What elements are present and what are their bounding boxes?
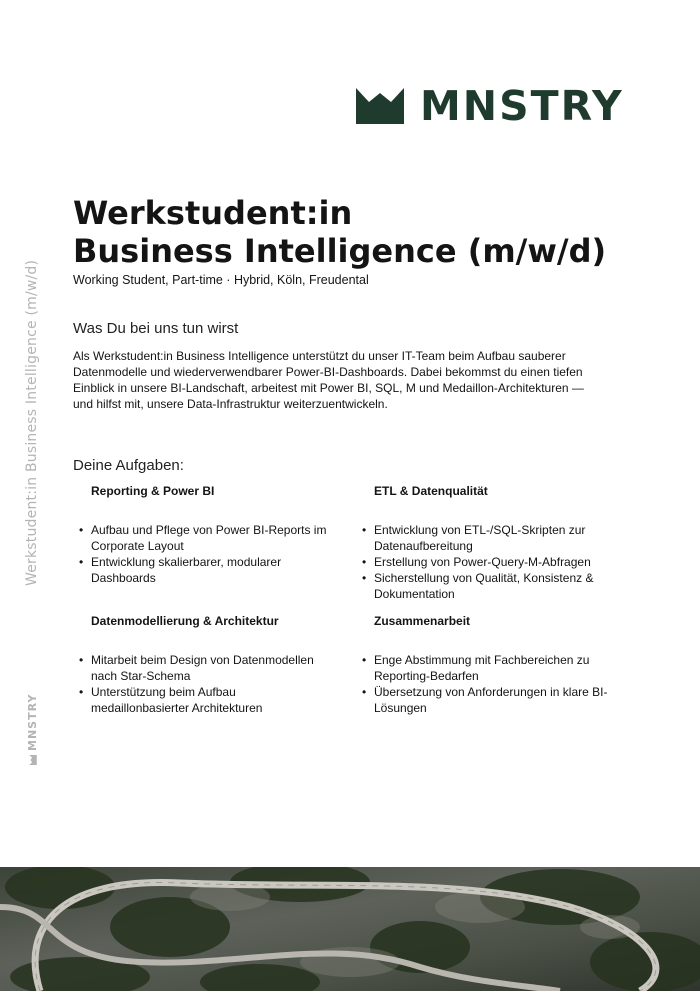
task-list	[356, 522, 616, 602]
task-list	[73, 652, 333, 716]
task-item: • Sicherstellung von Qualität, Konsistenz & Dokumentation	[356, 570, 616, 602]
side-brand-name: MNSTRY	[26, 693, 39, 751]
side-brand-logo	[26, 694, 39, 765]
brand-mark-icon	[356, 88, 404, 124]
task-group-reporting	[73, 484, 333, 586]
intro-text	[73, 348, 603, 412]
task-item: • Entwicklung skalierbarer, modularer Dashboards	[73, 554, 333, 586]
intro-line: Einblick in unsere BI-Landschaft, arbeitest mit Power BI, SQL, M und Medaillon-Architekturen —	[73, 381, 584, 395]
task-group-zusammenarbeit	[356, 614, 616, 716]
job-title-line-2: Business Intelligence (m/w/d)	[73, 232, 607, 270]
intro-line: und hilfst mit, unsere Data-Infrastruktur weiterzuentwickeln.	[73, 397, 388, 411]
task-group-title: Reporting & Power BI	[91, 484, 215, 498]
task-group-title: Zusammenarbeit	[374, 614, 471, 628]
job-subtitle: Working Student, Part-time · Hybrid, Köln, Freudental	[73, 273, 369, 287]
task-item: • Enge Abstimmung mit Fachbereichen zu Reporting-Bedarfen	[356, 652, 616, 684]
task-item: • Entwicklung von ETL-/SQL-Skripten zur Datenaufbereitung	[356, 522, 616, 554]
task-item: • Unterstützung beim Aufbau medaillonbasierter Architekturen	[73, 684, 333, 716]
aerial-road-photo	[0, 867, 700, 991]
intro-line: Als Werkstudent:in Business Intelligence unterstützt du unser IT-Team beim Aufbau sauberer	[73, 349, 566, 363]
side-brand-mark-icon	[29, 755, 37, 765]
task-item: • Mitarbeit beim Design von Datenmodellen nach Star-Schema	[73, 652, 333, 684]
task-list	[73, 522, 333, 586]
job-title-line-1: Werkstudent:in	[73, 194, 353, 232]
tasks-heading: Deine Aufgaben:	[73, 457, 184, 474]
task-item: • Aufbau und Pflege von Power BI-Reports im Corporate Layout	[73, 522, 333, 554]
brand-logo	[356, 82, 624, 130]
brand-name: MNSTRY	[420, 82, 624, 130]
job-title	[73, 194, 606, 270]
task-group-title: Datenmodellierung & Architektur	[91, 614, 279, 628]
task-group-etl	[356, 484, 616, 602]
task-group-datenmodellierung	[73, 614, 333, 716]
task-item: • Erstellung von Power-Query-M-Abfragen	[356, 554, 616, 570]
task-group-title: ETL & Datenqualität	[374, 484, 488, 498]
intro-line: Datenmodelle und wiederverwendbarer Power-BI-Dashboards. Dabei bekommst du einen tiefen	[73, 365, 583, 379]
side-job-title: Werkstudent:in Business Intelligence (m/w/d)	[24, 259, 40, 586]
intro-heading: Was Du bei uns tun wirst	[73, 320, 239, 337]
task-item: • Übersetzung von Anforderungen in klare BI-Lösungen	[356, 684, 616, 716]
task-list	[356, 652, 616, 716]
